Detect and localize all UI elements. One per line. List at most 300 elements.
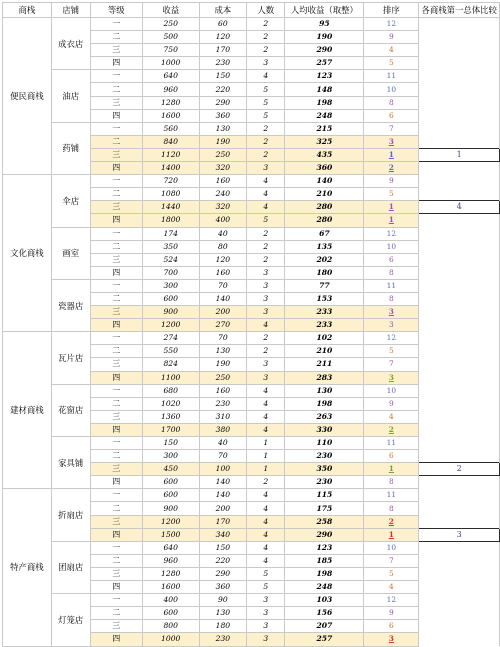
- people-cell[interactable]: 3: [247, 162, 285, 175]
- rank-cell[interactable]: 1: [364, 214, 419, 227]
- people-cell[interactable]: 5: [247, 581, 285, 594]
- shop-name-cell[interactable]: 成衣店: [51, 18, 90, 70]
- cost-cell[interactable]: 170: [199, 515, 246, 528]
- cost-cell[interactable]: 400: [199, 214, 246, 227]
- level-cell[interactable]: 二: [90, 292, 142, 305]
- income-cell[interactable]: 1080: [142, 188, 199, 201]
- level-cell[interactable]: 一: [90, 70, 142, 83]
- people-cell[interactable]: 2: [247, 122, 285, 135]
- cost-cell[interactable]: 140: [199, 476, 246, 489]
- cost-cell[interactable]: 200: [199, 502, 246, 515]
- header-overall-compare[interactable]: 各商栈第一总体比较: [419, 3, 500, 18]
- cost-cell[interactable]: 160: [199, 175, 246, 188]
- people-cell[interactable]: 2: [247, 332, 285, 345]
- shop-name-cell[interactable]: 家具铺: [51, 437, 90, 489]
- level-cell[interactable]: 四: [90, 109, 142, 122]
- cost-cell[interactable]: 130: [199, 345, 246, 358]
- cost-cell[interactable]: 320: [199, 201, 246, 214]
- avg-income-cell[interactable]: 123: [285, 541, 364, 554]
- income-cell[interactable]: 960: [142, 83, 199, 96]
- avg-income-cell[interactable]: 263: [285, 410, 364, 423]
- empty-compare-cell[interactable]: [419, 397, 500, 410]
- rank-cell[interactable]: 7: [364, 122, 419, 135]
- empty-compare-cell[interactable]: [419, 135, 500, 148]
- avg-income-cell[interactable]: 233: [285, 306, 364, 319]
- empty-compare-cell[interactable]: [419, 332, 500, 345]
- income-cell[interactable]: 150: [142, 437, 199, 450]
- avg-income-cell[interactable]: 115: [285, 489, 364, 502]
- level-cell[interactable]: 二: [90, 240, 142, 253]
- empty-compare-cell[interactable]: [419, 162, 500, 175]
- level-cell[interactable]: 二: [90, 31, 142, 44]
- rank-cell[interactable]: 11: [364, 279, 419, 292]
- people-cell[interactable]: 4: [247, 397, 285, 410]
- empty-compare-cell[interactable]: [419, 18, 500, 31]
- income-cell[interactable]: 750: [142, 44, 199, 57]
- cost-cell[interactable]: 160: [199, 384, 246, 397]
- people-cell[interactable]: 3: [247, 371, 285, 384]
- avg-income-cell[interactable]: 198: [285, 96, 364, 109]
- people-cell[interactable]: 2: [247, 148, 285, 161]
- rank-cell[interactable]: 9: [364, 397, 419, 410]
- rank-cell[interactable]: 8: [364, 476, 419, 489]
- income-cell[interactable]: 1600: [142, 109, 199, 122]
- cost-cell[interactable]: 320: [199, 162, 246, 175]
- header-people[interactable]: 人数: [247, 3, 285, 18]
- rank-cell[interactable]: 11: [364, 489, 419, 502]
- avg-income-cell[interactable]: 248: [285, 581, 364, 594]
- income-cell[interactable]: 524: [142, 253, 199, 266]
- rank-cell[interactable]: 10: [364, 83, 419, 96]
- header-avg-income[interactable]: 人均收益（取整）: [285, 3, 364, 18]
- empty-compare-cell[interactable]: [419, 266, 500, 279]
- people-cell[interactable]: 1: [247, 463, 285, 476]
- level-cell[interactable]: 二: [90, 188, 142, 201]
- level-cell[interactable]: 一: [90, 384, 142, 397]
- rank-cell[interactable]: 1: [364, 528, 419, 541]
- people-cell[interactable]: 3: [247, 57, 285, 70]
- overall-compare-cell[interactable]: 3: [419, 528, 500, 541]
- cost-cell[interactable]: 250: [199, 371, 246, 384]
- cost-cell[interactable]: 90: [199, 594, 246, 607]
- rank-cell[interactable]: 5: [364, 188, 419, 201]
- level-cell[interactable]: 四: [90, 528, 142, 541]
- empty-compare-cell[interactable]: [419, 594, 500, 607]
- people-cell[interactable]: 2: [247, 227, 285, 240]
- cost-cell[interactable]: 240: [199, 188, 246, 201]
- cost-cell[interactable]: 180: [199, 620, 246, 633]
- cost-cell[interactable]: 230: [199, 57, 246, 70]
- people-cell[interactable]: 4: [247, 188, 285, 201]
- empty-compare-cell[interactable]: [419, 437, 500, 450]
- avg-income-cell[interactable]: 123: [285, 70, 364, 83]
- income-cell[interactable]: 1200: [142, 319, 199, 332]
- people-cell[interactable]: 4: [247, 423, 285, 436]
- people-cell[interactable]: 1: [247, 437, 285, 450]
- avg-income-cell[interactable]: 230: [285, 476, 364, 489]
- people-cell[interactable]: 3: [247, 266, 285, 279]
- header-category[interactable]: 商栈: [3, 3, 52, 18]
- overall-compare-cell[interactable]: 2: [419, 463, 500, 476]
- avg-income-cell[interactable]: 210: [285, 188, 364, 201]
- income-cell[interactable]: 250: [142, 18, 199, 31]
- rank-cell[interactable]: 1: [364, 463, 419, 476]
- avg-income-cell[interactable]: 230: [285, 450, 364, 463]
- avg-income-cell[interactable]: 211: [285, 358, 364, 371]
- avg-income-cell[interactable]: 175: [285, 502, 364, 515]
- income-cell[interactable]: 1440: [142, 201, 199, 214]
- income-cell[interactable]: 450: [142, 463, 199, 476]
- income-cell[interactable]: 640: [142, 541, 199, 554]
- avg-income-cell[interactable]: 258: [285, 515, 364, 528]
- overall-compare-cell[interactable]: 4: [419, 201, 500, 214]
- rank-cell[interactable]: 10: [364, 384, 419, 397]
- level-cell[interactable]: 二: [90, 135, 142, 148]
- people-cell[interactable]: 5: [247, 83, 285, 96]
- shop-name-cell[interactable]: 油店: [51, 70, 90, 122]
- income-cell[interactable]: 1400: [142, 162, 199, 175]
- avg-income-cell[interactable]: 130: [285, 384, 364, 397]
- cost-cell[interactable]: 220: [199, 554, 246, 567]
- rank-cell[interactable]: 4: [364, 44, 419, 57]
- level-cell[interactable]: 一: [90, 18, 142, 31]
- cost-cell[interactable]: 310: [199, 410, 246, 423]
- people-cell[interactable]: 4: [247, 70, 285, 83]
- income-cell[interactable]: 1200: [142, 515, 199, 528]
- cost-cell[interactable]: 160: [199, 266, 246, 279]
- avg-income-cell[interactable]: 102: [285, 332, 364, 345]
- level-cell[interactable]: 三: [90, 410, 142, 423]
- income-cell[interactable]: 1700: [142, 423, 199, 436]
- shop-name-cell[interactable]: 药铺: [51, 122, 90, 174]
- cost-cell[interactable]: 40: [199, 227, 246, 240]
- category-building[interactable]: 建材商栈: [3, 332, 52, 489]
- rank-cell[interactable]: 4: [364, 410, 419, 423]
- level-cell[interactable]: 三: [90, 515, 142, 528]
- level-cell[interactable]: 四: [90, 214, 142, 227]
- income-cell[interactable]: 1120: [142, 148, 199, 161]
- people-cell[interactable]: 2: [247, 476, 285, 489]
- empty-compare-cell[interactable]: [419, 188, 500, 201]
- cost-cell[interactable]: 140: [199, 489, 246, 502]
- empty-compare-cell[interactable]: [419, 515, 500, 528]
- people-cell[interactable]: 4: [247, 541, 285, 554]
- level-cell[interactable]: 一: [90, 541, 142, 554]
- empty-compare-cell[interactable]: [419, 450, 500, 463]
- empty-compare-cell[interactable]: [419, 109, 500, 122]
- empty-compare-cell[interactable]: [419, 96, 500, 109]
- rank-cell[interactable]: 2: [364, 515, 419, 528]
- avg-income-cell[interactable]: 148: [285, 83, 364, 96]
- empty-compare-cell[interactable]: [419, 319, 500, 332]
- people-cell[interactable]: 5: [247, 214, 285, 227]
- empty-compare-cell[interactable]: [419, 122, 500, 135]
- level-cell[interactable]: 一: [90, 489, 142, 502]
- avg-income-cell[interactable]: 180: [285, 266, 364, 279]
- people-cell[interactable]: 4: [247, 515, 285, 528]
- level-cell[interactable]: 二: [90, 450, 142, 463]
- empty-compare-cell[interactable]: [419, 620, 500, 633]
- avg-income-cell[interactable]: 207: [285, 620, 364, 633]
- people-cell[interactable]: 5: [247, 109, 285, 122]
- people-cell[interactable]: 5: [247, 567, 285, 580]
- empty-compare-cell[interactable]: [419, 384, 500, 397]
- shop-name-cell[interactable]: 瓦片店: [51, 332, 90, 384]
- avg-income-cell[interactable]: 290: [285, 44, 364, 57]
- empty-compare-cell[interactable]: [419, 476, 500, 489]
- avg-income-cell[interactable]: 210: [285, 345, 364, 358]
- shop-name-cell[interactable]: 灯笼店: [51, 594, 90, 646]
- rank-cell[interactable]: 9: [364, 607, 419, 620]
- shop-name-cell[interactable]: 团扇店: [51, 541, 90, 593]
- empty-compare-cell[interactable]: [419, 31, 500, 44]
- avg-income-cell[interactable]: 110: [285, 437, 364, 450]
- cost-cell[interactable]: 60: [199, 18, 246, 31]
- people-cell[interactable]: 3: [247, 594, 285, 607]
- cost-cell[interactable]: 270: [199, 319, 246, 332]
- level-cell[interactable]: 三: [90, 148, 142, 161]
- cost-cell[interactable]: 70: [199, 332, 246, 345]
- income-cell[interactable]: 600: [142, 607, 199, 620]
- empty-compare-cell[interactable]: [419, 175, 500, 188]
- empty-compare-cell[interactable]: [419, 633, 500, 646]
- rank-cell[interactable]: 3: [364, 633, 419, 646]
- level-cell[interactable]: 一: [90, 594, 142, 607]
- level-cell[interactable]: 四: [90, 162, 142, 175]
- people-cell[interactable]: 4: [247, 201, 285, 214]
- rank-cell[interactable]: 9: [364, 175, 419, 188]
- rank-cell[interactable]: 12: [364, 227, 419, 240]
- avg-income-cell[interactable]: 248: [285, 109, 364, 122]
- people-cell[interactable]: 4: [247, 528, 285, 541]
- people-cell[interactable]: 2: [247, 18, 285, 31]
- header-cost[interactable]: 成本: [199, 3, 246, 18]
- cost-cell[interactable]: 230: [199, 633, 246, 646]
- cost-cell[interactable]: 120: [199, 253, 246, 266]
- people-cell[interactable]: 4: [247, 554, 285, 567]
- avg-income-cell[interactable]: 190: [285, 31, 364, 44]
- rank-cell[interactable]: 5: [364, 57, 419, 70]
- cost-cell[interactable]: 190: [199, 135, 246, 148]
- income-cell[interactable]: 174: [142, 227, 199, 240]
- avg-income-cell[interactable]: 135: [285, 240, 364, 253]
- header-level[interactable]: 等级: [90, 3, 142, 18]
- level-cell[interactable]: 四: [90, 581, 142, 594]
- level-cell[interactable]: 三: [90, 463, 142, 476]
- empty-compare-cell[interactable]: [419, 253, 500, 266]
- avg-income-cell[interactable]: 280: [285, 201, 364, 214]
- income-cell[interactable]: 700: [142, 266, 199, 279]
- income-cell[interactable]: 550: [142, 345, 199, 358]
- rank-cell[interactable]: 2: [364, 423, 419, 436]
- rank-cell[interactable]: 1: [364, 148, 419, 161]
- level-cell[interactable]: 三: [90, 358, 142, 371]
- people-cell[interactable]: 2: [247, 31, 285, 44]
- level-cell[interactable]: 三: [90, 96, 142, 109]
- income-cell[interactable]: 600: [142, 292, 199, 305]
- income-cell[interactable]: 500: [142, 31, 199, 44]
- rank-cell[interactable]: 8: [364, 502, 419, 515]
- people-cell[interactable]: 2: [247, 135, 285, 148]
- avg-income-cell[interactable]: 198: [285, 567, 364, 580]
- empty-compare-cell[interactable]: [419, 581, 500, 594]
- people-cell[interactable]: 2: [247, 253, 285, 266]
- rank-cell[interactable]: 6: [364, 450, 419, 463]
- income-cell[interactable]: 1360: [142, 410, 199, 423]
- cost-cell[interactable]: 100: [199, 463, 246, 476]
- people-cell[interactable]: 4: [247, 410, 285, 423]
- empty-compare-cell[interactable]: [419, 554, 500, 567]
- empty-compare-cell[interactable]: [419, 567, 500, 580]
- rank-cell[interactable]: 6: [364, 253, 419, 266]
- rank-cell[interactable]: 3: [364, 306, 419, 319]
- empty-compare-cell[interactable]: [419, 358, 500, 371]
- avg-income-cell[interactable]: 67: [285, 227, 364, 240]
- avg-income-cell[interactable]: 283: [285, 371, 364, 384]
- level-cell[interactable]: 三: [90, 253, 142, 266]
- category-culture[interactable]: 文化商栈: [3, 175, 52, 332]
- level-cell[interactable]: 四: [90, 57, 142, 70]
- people-cell[interactable]: 3: [247, 633, 285, 646]
- empty-compare-cell[interactable]: [419, 410, 500, 423]
- empty-compare-cell[interactable]: [419, 292, 500, 305]
- income-cell[interactable]: 400: [142, 594, 199, 607]
- rank-cell[interactable]: 9: [364, 31, 419, 44]
- empty-compare-cell[interactable]: [419, 227, 500, 240]
- income-cell[interactable]: 560: [142, 122, 199, 135]
- level-cell[interactable]: 四: [90, 633, 142, 646]
- avg-income-cell[interactable]: 257: [285, 633, 364, 646]
- avg-income-cell[interactable]: 257: [285, 57, 364, 70]
- level-cell[interactable]: 三: [90, 567, 142, 580]
- level-cell[interactable]: 一: [90, 279, 142, 292]
- cost-cell[interactable]: 230: [199, 397, 246, 410]
- empty-compare-cell[interactable]: [419, 306, 500, 319]
- overall-compare-cell[interactable]: 1: [419, 148, 500, 161]
- header-income[interactable]: 收益: [142, 3, 199, 18]
- empty-compare-cell[interactable]: [419, 541, 500, 554]
- level-cell[interactable]: 一: [90, 227, 142, 240]
- rank-cell[interactable]: 1: [364, 201, 419, 214]
- rank-cell[interactable]: 8: [364, 96, 419, 109]
- avg-income-cell[interactable]: 280: [285, 214, 364, 227]
- rank-cell[interactable]: 3: [364, 319, 419, 332]
- level-cell[interactable]: 四: [90, 371, 142, 384]
- income-cell[interactable]: 960: [142, 554, 199, 567]
- rank-cell[interactable]: 5: [364, 345, 419, 358]
- rank-cell[interactable]: 11: [364, 70, 419, 83]
- income-cell[interactable]: 600: [142, 489, 199, 502]
- cost-cell[interactable]: 150: [199, 541, 246, 554]
- rank-cell[interactable]: 12: [364, 594, 419, 607]
- empty-compare-cell[interactable]: [419, 502, 500, 515]
- cost-cell[interactable]: 360: [199, 109, 246, 122]
- people-cell[interactable]: 3: [247, 358, 285, 371]
- cost-cell[interactable]: 340: [199, 528, 246, 541]
- shop-name-cell[interactable]: 伞店: [51, 175, 90, 227]
- avg-income-cell[interactable]: 140: [285, 175, 364, 188]
- avg-income-cell[interactable]: 435: [285, 148, 364, 161]
- rank-cell[interactable]: 6: [364, 109, 419, 122]
- level-cell[interactable]: 二: [90, 502, 142, 515]
- cost-cell[interactable]: 150: [199, 70, 246, 83]
- empty-compare-cell[interactable]: [419, 44, 500, 57]
- level-cell[interactable]: 一: [90, 122, 142, 135]
- cost-cell[interactable]: 70: [199, 279, 246, 292]
- empty-compare-cell[interactable]: [419, 70, 500, 83]
- income-cell[interactable]: 900: [142, 502, 199, 515]
- avg-income-cell[interactable]: 233: [285, 319, 364, 332]
- rank-cell[interactable]: 6: [364, 620, 419, 633]
- rank-cell[interactable]: 10: [364, 240, 419, 253]
- income-cell[interactable]: 640: [142, 70, 199, 83]
- avg-income-cell[interactable]: 153: [285, 292, 364, 305]
- people-cell[interactable]: 4: [247, 502, 285, 515]
- level-cell[interactable]: 二: [90, 83, 142, 96]
- level-cell[interactable]: 四: [90, 476, 142, 489]
- people-cell[interactable]: 3: [247, 620, 285, 633]
- income-cell[interactable]: 800: [142, 620, 199, 633]
- shop-name-cell[interactable]: 瓷器店: [51, 279, 90, 331]
- people-cell[interactable]: 4: [247, 175, 285, 188]
- level-cell[interactable]: 三: [90, 620, 142, 633]
- income-cell[interactable]: 300: [142, 450, 199, 463]
- cost-cell[interactable]: 380: [199, 423, 246, 436]
- header-shop[interactable]: 店铺: [51, 3, 90, 18]
- income-cell[interactable]: 274: [142, 332, 199, 345]
- rank-cell[interactable]: 8: [364, 266, 419, 279]
- avg-income-cell[interactable]: 350: [285, 463, 364, 476]
- cost-cell[interactable]: 80: [199, 240, 246, 253]
- avg-income-cell[interactable]: 202: [285, 253, 364, 266]
- category-convenience[interactable]: 便民商栈: [3, 18, 52, 175]
- people-cell[interactable]: 3: [247, 279, 285, 292]
- cost-cell[interactable]: 130: [199, 122, 246, 135]
- level-cell[interactable]: 一: [90, 175, 142, 188]
- income-cell[interactable]: 720: [142, 175, 199, 188]
- level-cell[interactable]: 三: [90, 201, 142, 214]
- rank-cell[interactable]: 7: [364, 358, 419, 371]
- cost-cell[interactable]: 120: [199, 31, 246, 44]
- level-cell[interactable]: 三: [90, 306, 142, 319]
- level-cell[interactable]: 三: [90, 44, 142, 57]
- people-cell[interactable]: 3: [247, 607, 285, 620]
- level-cell[interactable]: 四: [90, 423, 142, 436]
- people-cell[interactable]: 1: [247, 450, 285, 463]
- people-cell[interactable]: 4: [247, 384, 285, 397]
- income-cell[interactable]: 1500: [142, 528, 199, 541]
- people-cell[interactable]: 3: [247, 306, 285, 319]
- level-cell[interactable]: 二: [90, 607, 142, 620]
- level-cell[interactable]: 二: [90, 397, 142, 410]
- rank-cell[interactable]: 3: [364, 371, 419, 384]
- rank-cell[interactable]: 2: [364, 162, 419, 175]
- cost-cell[interactable]: 290: [199, 96, 246, 109]
- cost-cell[interactable]: 200: [199, 306, 246, 319]
- empty-compare-cell[interactable]: [419, 214, 500, 227]
- level-cell[interactable]: 一: [90, 437, 142, 450]
- rank-cell[interactable]: 4: [364, 581, 419, 594]
- rank-cell[interactable]: 12: [364, 332, 419, 345]
- income-cell[interactable]: 1600: [142, 581, 199, 594]
- cost-cell[interactable]: 360: [199, 581, 246, 594]
- rank-cell[interactable]: 11: [364, 437, 419, 450]
- people-cell[interactable]: 5: [247, 96, 285, 109]
- rank-cell[interactable]: 10: [364, 541, 419, 554]
- empty-compare-cell[interactable]: [419, 83, 500, 96]
- shop-name-cell[interactable]: 折扇店: [51, 489, 90, 541]
- level-cell[interactable]: 一: [90, 332, 142, 345]
